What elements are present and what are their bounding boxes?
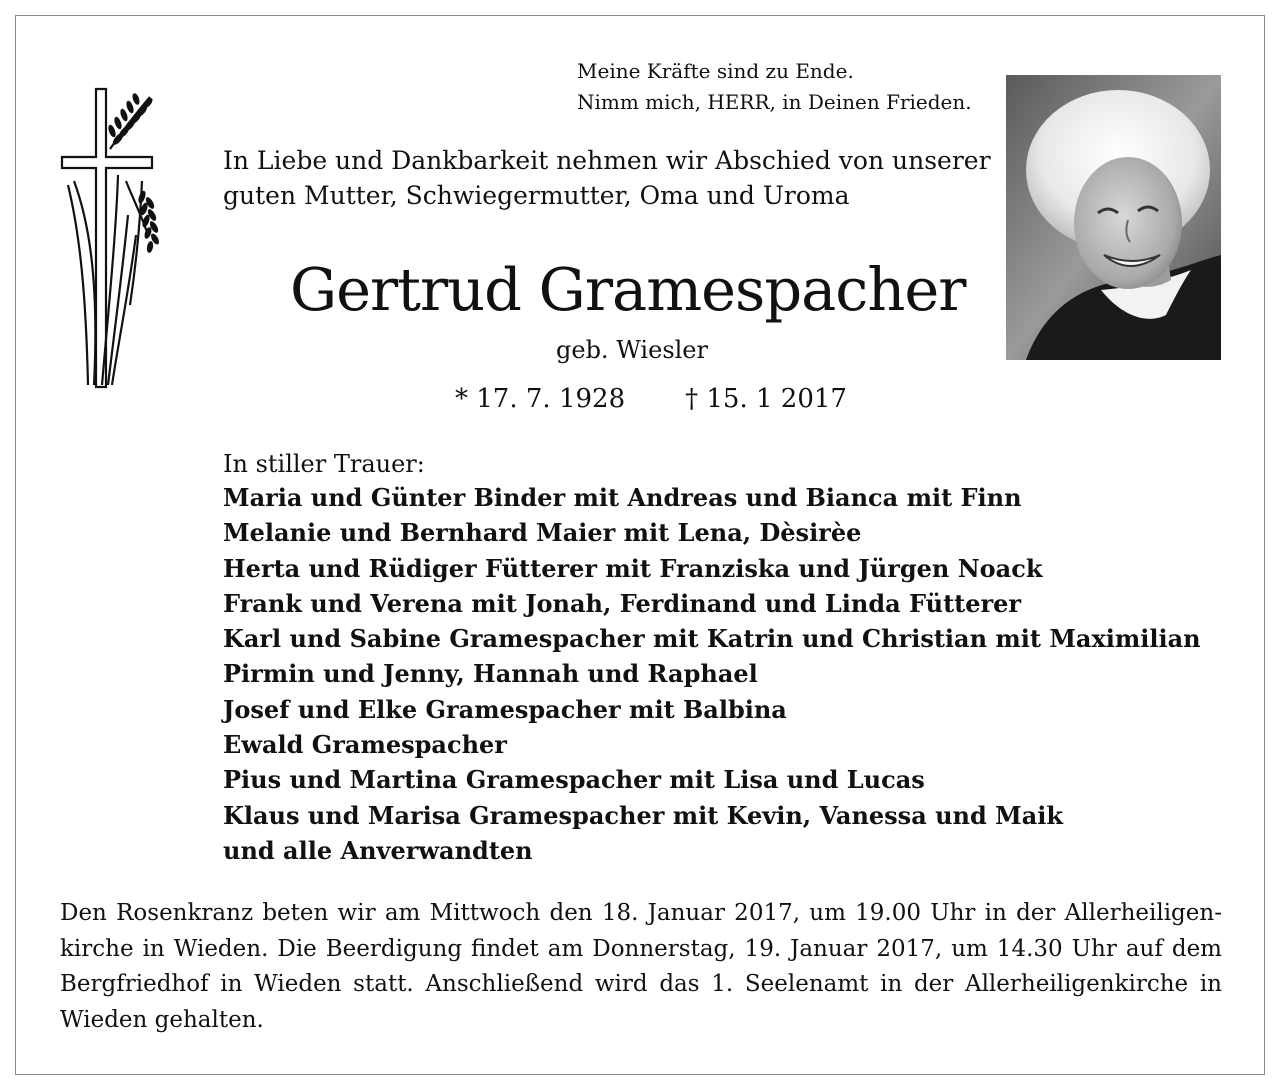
mourner-line: Pirmin und Jenny, Hannah und Raphael xyxy=(223,659,758,689)
intro-text xyxy=(223,143,991,213)
mourners-label: In stiller Trauer: xyxy=(223,450,425,478)
motto-line-2: Nimm mich, HERR, in Deinen Frieden. xyxy=(577,90,972,114)
birth-date: * 17. 7. 1928 xyxy=(455,384,626,414)
motto xyxy=(577,56,972,118)
mourner-line: Melanie und Bernhard Maier mit Lena, Dèsirèe xyxy=(223,518,862,548)
deceased-name: Gertrud Gramespacher xyxy=(290,255,966,324)
cross-with-wheat-icon xyxy=(58,85,164,395)
maiden-name: geb. Wiesler xyxy=(556,336,708,364)
mourners-list xyxy=(223,480,1201,868)
intro-line-1: In Liebe und Dankbarkeit nehmen wir Abschied von unserer xyxy=(223,146,991,175)
mourner-line: und alle Anverwandten xyxy=(223,835,533,865)
mourner-line: Josef und Elke Gramespacher mit Balbina xyxy=(223,694,787,724)
mourner-line: Herta und Rüdiger Fütterer mit Franziska und Jürgen Noack xyxy=(223,553,1043,583)
intro-line-2: guten Mutter, Schwiegermutter, Oma und Uroma xyxy=(223,181,850,210)
motto-line-1: Meine Kräfte sind zu Ende. xyxy=(577,59,854,83)
life-dates xyxy=(455,380,847,418)
funeral-notice: Den Rosenkranz beten wir am Mittwoch den 18. Januar 2017, um 19.00 Uhr in der Allerheiligenkirche in Wieden. Die Beerdigung findet am Donnerstag, 19. Januar 2017, um 14.30 Uhr auf dem Bergfriedhof in Wieden statt. Anschließend wird das 1. Seelenamt in der Allerheiligenkirche in Wieden gehalten. xyxy=(60,900,1222,1033)
mourner-line: Karl und Sabine Gramespacher mit Katrin und Christian mit Maximilian xyxy=(223,624,1201,654)
portrait-photo xyxy=(1006,75,1221,360)
mourner-line: Maria und Günter Binder mit Andreas und Bianca mit Finn xyxy=(223,483,1022,512)
mourner-line: Klaus und Marisa Gramespacher mit Kevin, Vanessa und Maik xyxy=(223,800,1063,830)
mourner-line: Ewald Gramespacher xyxy=(223,730,507,760)
mourner-line: Pius und Martina Gramespacher mit Lisa und Lucas xyxy=(223,765,925,795)
death-date: † 15. 1 2017 xyxy=(685,384,847,414)
mourner-line: Frank und Verena mit Jonah, Ferdinand und Linda Fütterer xyxy=(223,588,1022,618)
